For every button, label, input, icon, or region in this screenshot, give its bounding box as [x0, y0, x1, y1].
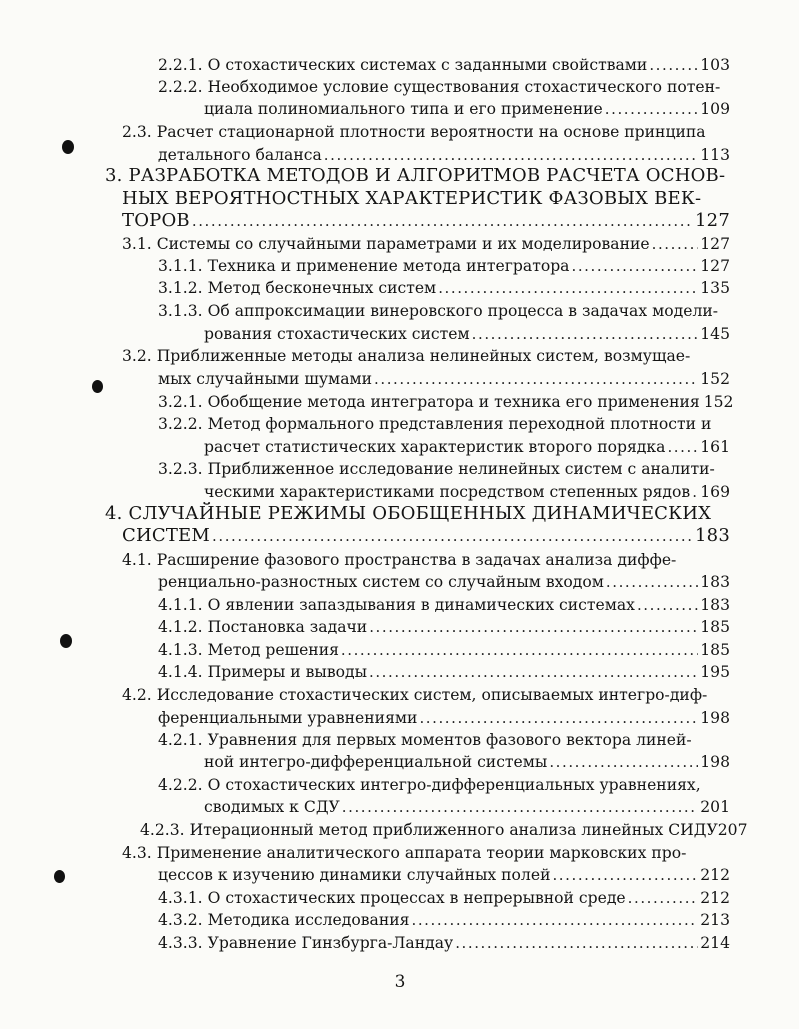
dot-leader	[692, 480, 698, 504]
toc-entry	[204, 435, 730, 459]
toc-entry-text: 2.3. Расчет стационарной плотности вероятности на основе принципа	[122, 123, 706, 141]
dot-leader	[652, 232, 699, 256]
toc-entry	[158, 75, 730, 99]
toc-entry-page: 183	[700, 573, 730, 591]
toc-entry-text: мых случайными шумами	[158, 370, 373, 388]
toc-entry	[158, 728, 730, 752]
toc-entry-text: 4.2. Исследование стохастических систем, описываемых интегро-диф-	[122, 686, 708, 704]
toc-entry	[140, 818, 748, 842]
dot-leader	[552, 863, 698, 887]
toc-entry-text: 4. СЛУЧАЙНЫЕ РЕЖИМЫ ОБОБЩЕННЫХ ДИНАМИЧЕСКИХ	[105, 503, 712, 524]
toc-entry-text: ренциально-разностных систем со случайным входом	[158, 573, 604, 591]
toc-entry-text: 4.3.2. Методика исследования	[158, 911, 410, 929]
toc-entry-text: расчет статистических характеристик второго порядка	[204, 438, 666, 456]
toc-entry	[122, 548, 730, 572]
dot-leader	[342, 795, 698, 819]
dot-leader	[374, 367, 698, 391]
toc-entry	[204, 97, 730, 121]
toc-entry-page: 152	[700, 370, 730, 388]
toc-entry-text: цессов к изучению динамики случайных полей	[158, 866, 551, 884]
dot-leader	[606, 570, 698, 594]
toc-entry	[158, 390, 734, 414]
toc-entry-text: циала полиномиального типа и его применение	[204, 100, 603, 118]
toc-entry	[122, 841, 730, 865]
toc-entry-page: 183	[700, 596, 730, 614]
dot-leader	[369, 660, 698, 684]
dot-leader	[667, 435, 698, 459]
toc-entry	[158, 863, 730, 887]
toc-entry	[158, 276, 730, 300]
toc-entry-text: 3.1.3. Об аппроксимации винеровского процесса в задачах модели-	[158, 302, 719, 320]
toc-chapter	[122, 187, 730, 211]
dot-leader	[212, 524, 693, 548]
toc-entry-text: 4.1.3. Метод решения	[158, 641, 339, 659]
toc-entry	[158, 593, 730, 617]
toc-entry-text: 3.2.2. Метод формального представления переходной плотности и	[158, 415, 712, 433]
toc-entry	[158, 53, 730, 77]
toc-chapter	[105, 164, 730, 188]
toc-entry-page: 195	[700, 663, 730, 681]
toc-entry-text: 3. РАЗРАБОТКА МЕТОДОВ И АЛГОРИТМОВ РАСЧЕТА ОСНОВ-	[105, 165, 726, 186]
toc-entry	[158, 299, 730, 323]
toc-entry-text: 3.2.3. Приближенное исследование нелинейных систем с аналити-	[158, 460, 715, 478]
toc-chapter	[122, 524, 730, 548]
toc-entry-page: 109	[700, 100, 730, 118]
toc-entry-text: 4.3. Применение аналитического аппарата теории марковских про-	[122, 844, 687, 862]
dot-leader	[628, 886, 699, 910]
toc-entry	[158, 570, 730, 594]
toc-entry	[158, 412, 730, 436]
toc-entry-page: 198	[700, 709, 730, 727]
dot-leader	[571, 254, 698, 278]
toc-entry	[158, 367, 730, 391]
dot-leader	[472, 322, 699, 346]
dot-leader	[438, 276, 698, 300]
toc-entry	[122, 344, 730, 368]
ink-blot	[60, 634, 72, 648]
toc-chapter	[122, 209, 730, 233]
toc-entry-text: сводимых к СДУ	[204, 798, 340, 816]
ink-blot	[54, 870, 65, 883]
toc-entry-page: 161	[700, 438, 730, 456]
toc-entry-page: 201	[700, 798, 730, 816]
toc-entry-page: 198	[700, 753, 730, 771]
dot-leader	[341, 638, 698, 662]
toc-entry-text: 3.1. Системы со случайными параметрами и их моделирование	[122, 235, 650, 253]
toc-entry-text: 3.2.1. Обобщение метода интегратора и техника его применения	[158, 393, 700, 411]
toc-entry	[204, 322, 730, 346]
toc-entry-text: ческими характеристиками посредством степенных рядов	[204, 483, 691, 501]
toc-entry-text: 4.1.4. Примеры и выводы	[158, 663, 367, 681]
toc-entry-text: СИСТЕМ	[122, 525, 211, 546]
toc-entry-page: 214	[700, 934, 730, 952]
toc-entry-page: 185	[700, 641, 730, 659]
toc-entry-text: рования стохастических систем	[204, 325, 470, 343]
dot-leader	[455, 931, 698, 955]
toc-entry-page: 127	[700, 235, 730, 253]
toc-entry	[122, 120, 730, 144]
toc-entry-text: 4.2.2. О стохастических интегро-дифференциальных уравнениях,	[158, 776, 701, 794]
toc-entry-page: 127	[695, 210, 730, 231]
toc-entry-text: 4.1.1. О явлении запаздывания в динамических системах	[158, 596, 635, 614]
dot-leader	[411, 908, 698, 932]
toc-entry-page: 185	[700, 618, 730, 636]
toc-entry-page: 103	[700, 56, 730, 74]
dot-leader	[419, 706, 698, 730]
toc-entry-text: 4.3.1. О стохастических процессах в непрерывной среде	[158, 889, 626, 907]
toc-entry-text: 4.3.3. Уравнение Гинзбурга-Ландау	[158, 934, 454, 952]
toc-entry-page: 113	[700, 146, 730, 164]
toc-entry	[158, 908, 730, 932]
ink-blot	[62, 140, 74, 154]
toc-entry	[204, 480, 730, 504]
toc-entry-page: 213	[700, 911, 730, 929]
toc-entry-page: 135	[700, 279, 730, 297]
toc-entry-text: 4.2.3. Итерационный метод приближенного анализа линейных СИДУ207	[140, 821, 748, 839]
toc-entry-text: ной интегро-дифференциальной системы	[204, 753, 548, 771]
toc-entry	[204, 750, 730, 774]
toc-entry-text: НЫХ ВЕРОЯТНОСТНЫХ ХАРАКТЕРИСТИК ФАЗОВЫХ ВЕК-	[122, 188, 702, 209]
toc-entry-page: 152	[703, 393, 734, 411]
dot-leader	[549, 750, 698, 774]
toc-chapter	[105, 502, 730, 526]
toc-entry	[122, 232, 730, 256]
toc-entry-page: 169	[700, 483, 730, 501]
dot-leader	[649, 53, 698, 77]
toc-entry	[158, 773, 730, 797]
toc-entry	[158, 660, 730, 684]
toc-entry	[158, 254, 730, 278]
toc-entry-text: 3.2. Приближенные методы анализа нелинейных систем, возмущае-	[122, 347, 691, 365]
toc-entry-text: ТОРОВ	[122, 210, 190, 231]
ink-blot	[92, 380, 103, 393]
toc-entry-page: 145	[700, 325, 730, 343]
toc-entry	[158, 931, 730, 955]
toc-entry	[122, 683, 730, 707]
toc-entry	[158, 886, 730, 910]
toc-entry-text: 2.2.2. Необходимое условие существования стохастического потен-	[158, 78, 721, 96]
page-number: 3	[394, 972, 406, 992]
dot-leader	[637, 593, 698, 617]
toc-entry-text: 3.1.2. Метод бесконечных систем	[158, 279, 437, 297]
toc-entry	[158, 706, 730, 730]
toc-entry-page: 127	[700, 257, 730, 275]
toc-entry-page: 183	[695, 525, 730, 546]
toc-entry	[158, 615, 730, 639]
dot-leader	[605, 97, 698, 121]
toc-entry-text: ференциальными уравнениями	[158, 709, 418, 727]
toc-entry-text: 4.1. Расширение фазового пространства в задачах анализа диффе-	[122, 551, 677, 569]
dot-leader	[369, 615, 698, 639]
toc-entry	[204, 795, 730, 819]
dot-leader	[192, 209, 693, 233]
toc-entry-page: 212	[700, 889, 730, 907]
toc-entry-text: 2.2.1. О стохастических системах с заданными свойствами	[158, 56, 648, 74]
toc-entry-text: 4.2.1. Уравнения для первых моментов фазового вектора линей-	[158, 731, 692, 749]
toc-entry-page: 212	[700, 866, 730, 884]
toc-entry	[158, 457, 730, 481]
toc-entry	[158, 638, 730, 662]
toc-entry-text: 3.1.1. Техника и применение метода интегратора	[158, 257, 570, 275]
toc-entry-text: детального баланса	[158, 146, 322, 164]
toc-entry-text: 4.1.2. Постановка задачи	[158, 618, 368, 636]
